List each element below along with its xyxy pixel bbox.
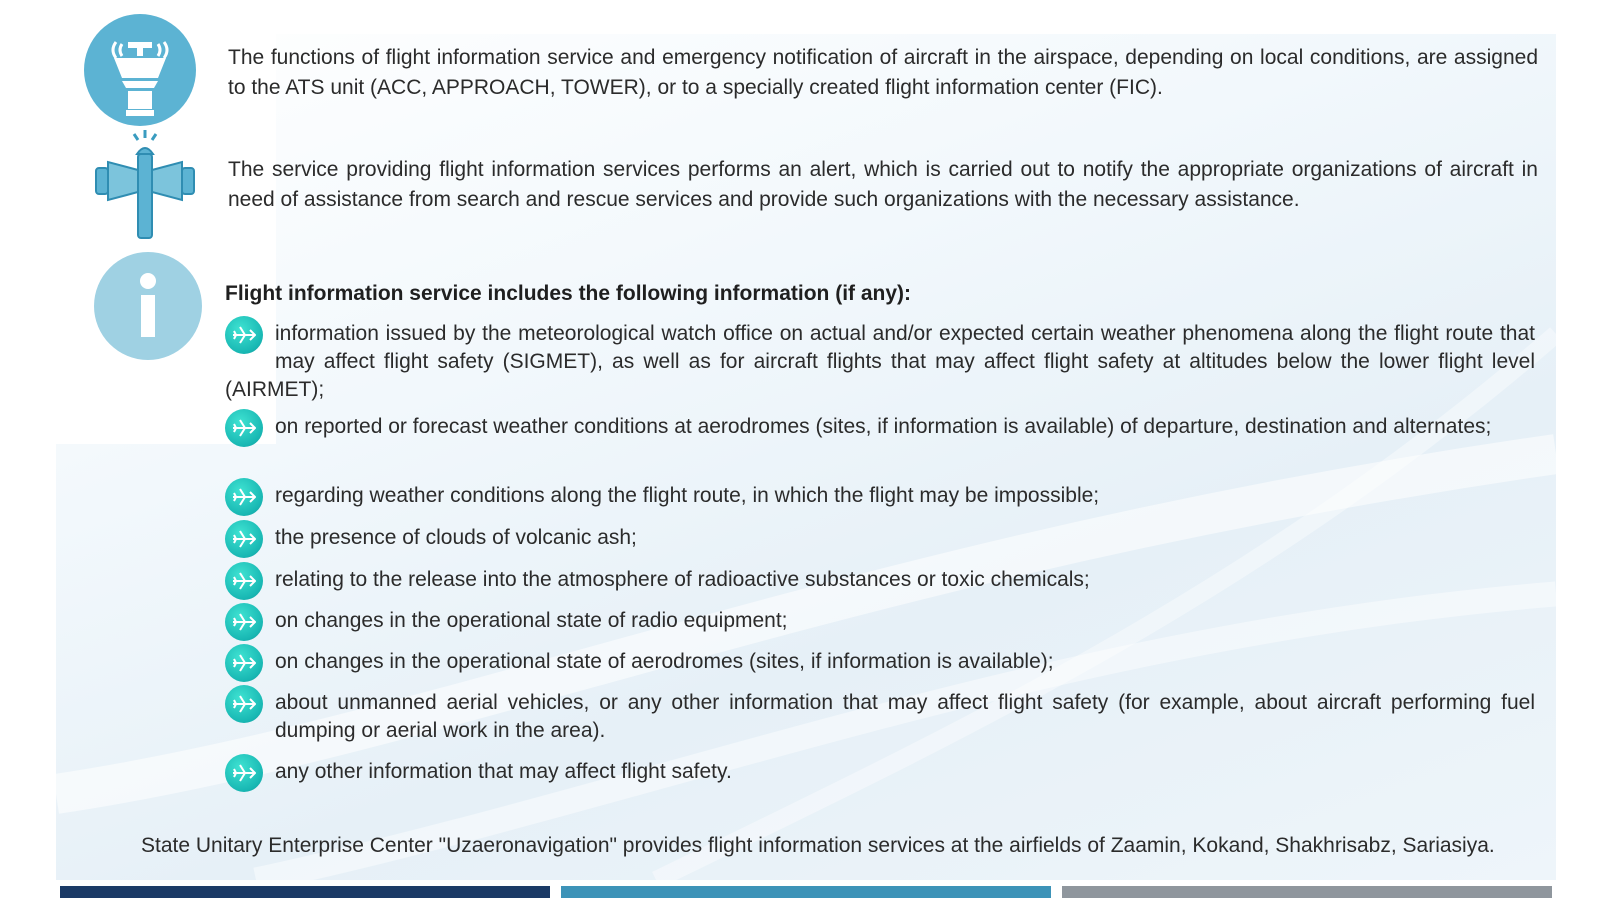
footer-bar-teal (561, 886, 1051, 898)
plane-bullet-icon (225, 562, 263, 600)
plane-bullet-icon (225, 316, 263, 354)
list-item (225, 648, 1535, 686)
control-tower-icon (82, 14, 198, 131)
plane-bullet-icon (225, 685, 263, 723)
plane-bullet-icon (225, 409, 263, 447)
list-item-text: the presence of clouds of volcanic ash; (275, 526, 637, 549)
plane-bullet-icon (225, 478, 263, 516)
list-item (225, 320, 1535, 404)
siren-speaker-icon (94, 130, 196, 247)
info-icon (94, 252, 202, 365)
list-item (225, 607, 1535, 645)
list-item (225, 758, 1535, 796)
list-item (225, 689, 1535, 745)
footer-bar-gray (1062, 886, 1552, 898)
plane-bullet-icon (225, 754, 263, 792)
list-item (225, 524, 1535, 562)
list-item-text: on reported or forecast weather conditions at aerodromes (sites, if information is available) of departure, destination and alternates; (275, 415, 1492, 438)
footer-text: State Unitary Enterprise Center "Uzaeronavigation" provides flight information services at the airfields of Zaamin, Kokand, Shakhrisabz, Sariasiya. (141, 834, 1495, 857)
plane-bullet-icon (225, 644, 263, 682)
alert-paragraph: The service providing flight information services performs an alert, which is carried out to notify the appropriate organizations of aircraft in need of assistance from search and rescue services and provide such organizations with the necessary assistance. (228, 158, 1538, 211)
list-item (225, 413, 1535, 451)
list-item-text: any other information that may affect flight safety. (275, 760, 732, 783)
list-item-text: on changes in the operational state of radio equipment; (275, 609, 788, 632)
list-item-text: regarding weather conditions along the flight route, in which the flight may be impossible; (275, 484, 1100, 507)
footer-bar-navy (60, 886, 550, 898)
list-item-text: on changes in the operational state of aerodromes (sites, if information is available); (275, 650, 1054, 673)
plane-bullet-icon (225, 603, 263, 641)
plane-bullet-icon (225, 520, 263, 558)
list-item-text: about unmanned aerial vehicles, or any other information that may affect flight safety (for example, about aircraft performing fuel dumping or aerial work in the area). (275, 691, 1535, 742)
fic-paragraph: The functions of flight information service and emergency notification of aircraft in the airspace, depending on local conditions, are assigned to the ATS unit (ACC, APPROACH, TOWER), or to a specially created flight information center (FIC). (228, 46, 1538, 99)
list-item (225, 566, 1535, 604)
list-item (225, 482, 1535, 520)
list-item-text: information issued by the meteorological watch office on actual and/or expected certain weather phenomena along the flight route that may affect flight safety (SIGMET), as well as for aircraft flights that may affect flight safety at altitudes below the lower flight level (AIRMET); (225, 322, 1535, 401)
list-item-text: relating to the release into the atmosphere of radioactive substances or toxic chemicals; (275, 568, 1090, 591)
list-heading: Flight information service includes the following information (if any): (225, 282, 912, 305)
